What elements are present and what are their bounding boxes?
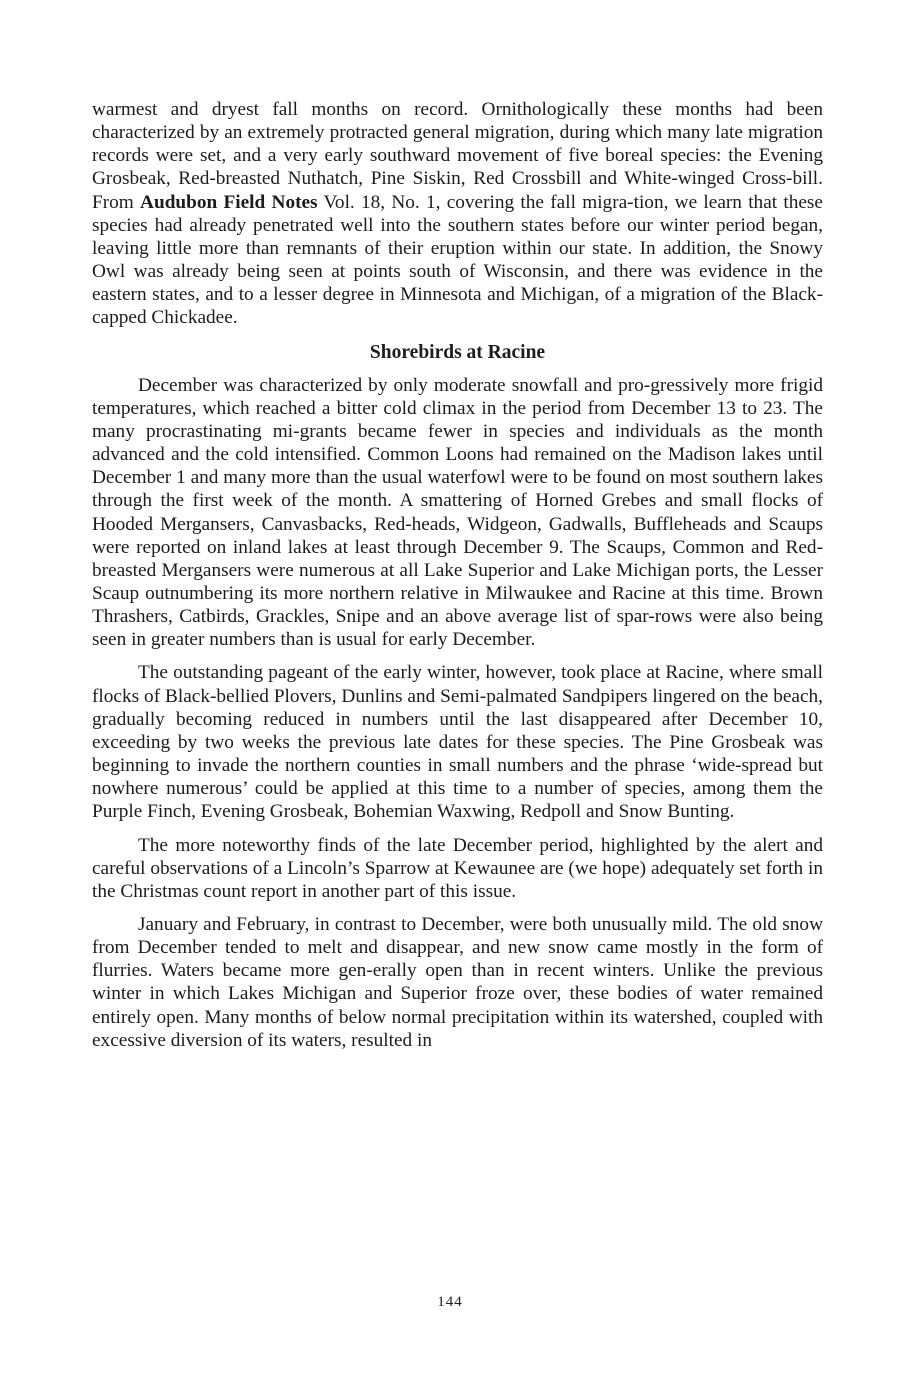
paragraph-january-february: January and February, in contrast to December, were both unusually mild. The old snow from December tended to melt and disappear, and new snow came mostly in the form of flurries. Waters became more gen-erally open than in recent winters. Unlike the previous winter in which Lakes Michigan and Superior froze over, these bodies of water remained entirely open. Many months of below normal precipitation within its watershed, coupled with excessive diversion of its waters, resulted in (92, 914, 823, 1051)
paragraph-racine-pageant: The outstanding pageant of the early winter, however, took place at Racine, where small flocks of Black-bellied Plovers, Dunlins and Semi-palmated Sandpipers lingered on the beach, gradually becoming reduced in numbers until the last disappeared after December 10, exceeding by two weeks the previous late dates for these species. The Pine Grosbeak was beginning to invade the northern counties in small numbers and the phrase ‘wide-spread but nowhere numerous’ could be applied at this time to a number of species, among them the Purple Finch, Evening Grosbeak, Bohemian Waxwing, Redpoll and Snow Bunting. (92, 662, 823, 823)
paragraph-late-december: The more noteworthy finds of the late December period, highlighted by the alert and careful observations of a Lincoln’s Sparrow at Kewaunee are (we hope) adequately set forth in the Christmas count report in another part of this issue. (92, 834, 823, 902)
paragraph-fall-migration (92, 98, 823, 330)
journal-title-audubon-field-notes: Audubon Field Notes (140, 191, 318, 213)
page-body (92, 98, 823, 1052)
page-number: 144 (437, 1294, 463, 1310)
paragraph-1-text-after: Vol. 18, No. 1, covering the fall migra-tion, we learn that these species had already penetrated well into the southern states before our winter period began, leaving little more than remnants of their eruption within our state. In addition, the Snowy Owl was already being seen at points south of Wisconsin, and there was evidence in the eastern states, and to a lesser degree in Minnesota and Michigan, of a migration of the Black-capped Chickadee. (92, 191, 823, 329)
paragraph-december: December was characterized by only moderate snowfall and pro-gressively more frigid temperatures, which reached a bitter cold climax in the period from December 13 to 23. The many procrastinating mi-grants became fewer in species and individuals as the month advanced and the cold intensified. Common Loons had remained on the Madison lakes until December 1 and many more than the usual waterfowl were to be found on most southern lakes through the first week of the month. A smattering of Horned Grebes and small flocks of Hooded Mergansers, Canvasbacks, Red-heads, Widgeon, Gadwalls, Buffleheads and Scaups were reported on inland lakes at least through December 9. The Scaups, Common and Red-breasted Mergansers were numerous at all Lake Superior and Lake Michigan ports, the Lesser Scaup outnumbering its more northern relative in Milwaukee and Racine at this time. Brown Thrashers, Catbirds, Grackles, Snipe and an above average list of spar-rows were also being seen in greater numbers than is usual for early December. (92, 374, 823, 651)
section-heading: Shorebirds at Racine (369, 341, 546, 363)
paragraph-1-text-before: warmest and dryest fall months on record. Ornithologically these months had been characterized by an extremely protracted general migration, during which many late migration records were set, and a very early southward movement of five boreal species: the Evening Grosbeak, Red-breasted Nuthatch, Pine Siskin, Red Crossbill and White-winged Cross-bill. From (92, 99, 823, 213)
